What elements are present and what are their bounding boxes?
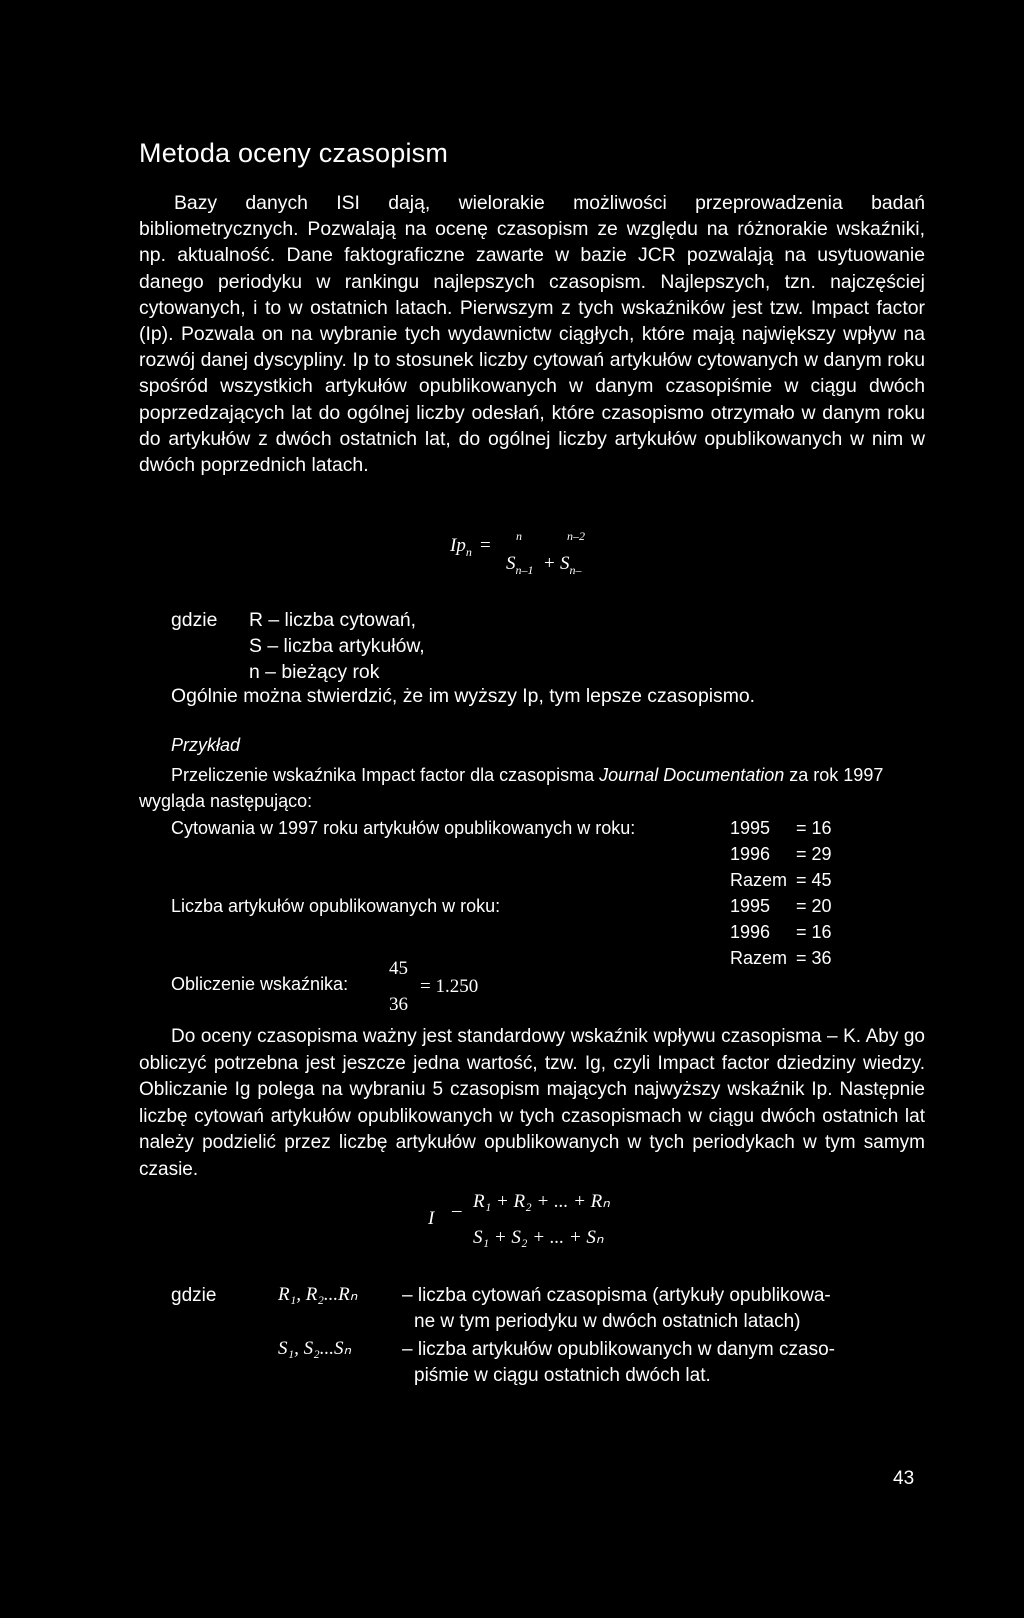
- articles-value-1996: = 16: [796, 922, 832, 942]
- ip-num-b: n–2: [567, 529, 585, 543]
- legend2-r-desc-1: – liczba cytowań czasopisma (artykuły opublikowa-: [402, 1285, 831, 1306]
- example-heading: Przykład: [171, 735, 241, 755]
- conclusion-text: Ogólnie można stwierdzić, że im wyższy Ip, tym lepsze czasopismo.: [171, 685, 756, 707]
- page-number: 43: [893, 1468, 915, 1489]
- articles-year-total: Razem: [730, 948, 788, 968]
- section-title: Metoda oceny czasopism: [139, 138, 449, 168]
- legend2-r-desc-2: ne w tym periodyku w dwóch ostatnich latach): [414, 1311, 801, 1332]
- articles-label: Liczba artykułów opublikowanych w roku:: [171, 896, 501, 916]
- ip-den-plus: +: [544, 553, 555, 574]
- articles-year-1995: 1995: [730, 896, 771, 916]
- example-description: Przeliczenie wskaźnika Impact factor dla czasopisma Journal Documentation za rok 1997 wygląda następująco:: [139, 765, 884, 811]
- legend2-gdzie: gdzie: [171, 1285, 217, 1306]
- legend-list: [249, 607, 425, 685]
- ig-denominator: S₁ + S₂ + ... + Sₙ: [473, 1227, 604, 1248]
- calc-numerator: 45: [389, 958, 408, 979]
- legend2-s-desc-2: piśmie w ciągu ostatnich dwóch lat.: [414, 1365, 711, 1386]
- ig-numerator: R₁ + R₂ + ... + Rₙ: [473, 1191, 610, 1212]
- citations-value-1996: = 29: [796, 844, 832, 864]
- calc-result: = 1.250: [420, 976, 479, 997]
- calc-denominator: 36: [389, 994, 408, 1015]
- legend2-r-symbol: R₁, R₂...Rₙ: [278, 1284, 358, 1305]
- legend-gdzie: gdzie: [171, 609, 218, 631]
- k-paragraph: Do oceny czasopisma ważny jest standardowy wskaźnik wpływu czasopisma – K. Aby go obliczyć potrzebna jest jeszcze jedna wartość, tzw. Ig, czyli Impact factor dziedziny wiedzy. Obliczanie Ig polega na wybraniu 5 czasopism mających najwyższy wskaźnik Ip. Następnie liczbę cytowań artykułów opublikowanych w tych czasopismach w ciągu dwóch ostatnich lat należy podzielić przez liczbę artykułów opublikowanych w tych periodykach w tym samym czasie.: [139, 1026, 925, 1180]
- articles-value-total: = 36: [796, 948, 832, 968]
- journal-name: Journal Documentation: [599, 765, 785, 785]
- legend2-s-symbol: S₁, S₂...Sₙ: [278, 1338, 352, 1359]
- ip-eq: =: [480, 535, 491, 556]
- articles-value-1995: = 20: [796, 896, 832, 916]
- ip-den-s1: $S_{n-1}$: [506, 553, 534, 577]
- citations-label: Cytowania w 1997 roku artykułów opublikowanych w roku:: [171, 818, 636, 838]
- citations-value-total: = 45: [796, 870, 832, 890]
- articles-year-1996: 1996: [730, 922, 771, 942]
- legend2-s-desc-1: – liczba artykułów opublikowanych w danym czaso-: [402, 1339, 835, 1360]
- ig-eq: –: [452, 1200, 462, 1221]
- legend-item-s: S – liczba artykułów,: [249, 635, 425, 657]
- citations-year-total: Razem: [730, 870, 788, 890]
- ip-den-s2: $S_{n-}$: [560, 553, 582, 577]
- citations-year-1996: 1996: [730, 844, 771, 864]
- citations-value-1995: = 16: [796, 818, 832, 838]
- intro-paragraph: Bazy danych ISI dają, wielorakie możliwości przeprowadzenia badań bibliometrycznych. Pozwalają na ocenę czasopism ze względu na różnorakie wskaźniki, np. aktualność. Dane faktograficzne zawarte w bazie JCR pozwalają na usytuowanie danego periodyku w rankingu najlepszych czasopism. Najlepszych, tzn. najczęściej cytowanych, i to w ostatnich latach. Pierwszym z tych wskaźników jest tzw. Impact factor (Ip). Pozwala on na wybranie tych wydawnictw ciągłych, które mają największy wpływ na rozwój danej dyscypliny. Ip to stosunek liczby cytowań artykułów cytowanych w danym roku spośród wszystkich artykułów opublikowanych w danym czasopiśmie w ciągu dwóch poprzedzających lat do ogólnej liczby odesłań, które czasopismo otrzymało w danym roku do artykułów z dwóch ostatnich lat, do ogólnej liczby artykułów opublikowanych w nim w dwóch poprzednich latach.: [139, 192, 925, 477]
- ig-lhs: I: [428, 1208, 435, 1229]
- calc-label: Obliczenie wskaźnika:: [171, 974, 349, 994]
- legend-item-n: n – bieżący rok: [249, 661, 380, 683]
- ip-lhs: $Ip_n$: [450, 535, 472, 559]
- citations-year-1995: 1995: [730, 818, 771, 838]
- ip-num-a: n: [516, 529, 522, 543]
- legend-item-r: R – liczba cytowań,: [249, 609, 417, 631]
